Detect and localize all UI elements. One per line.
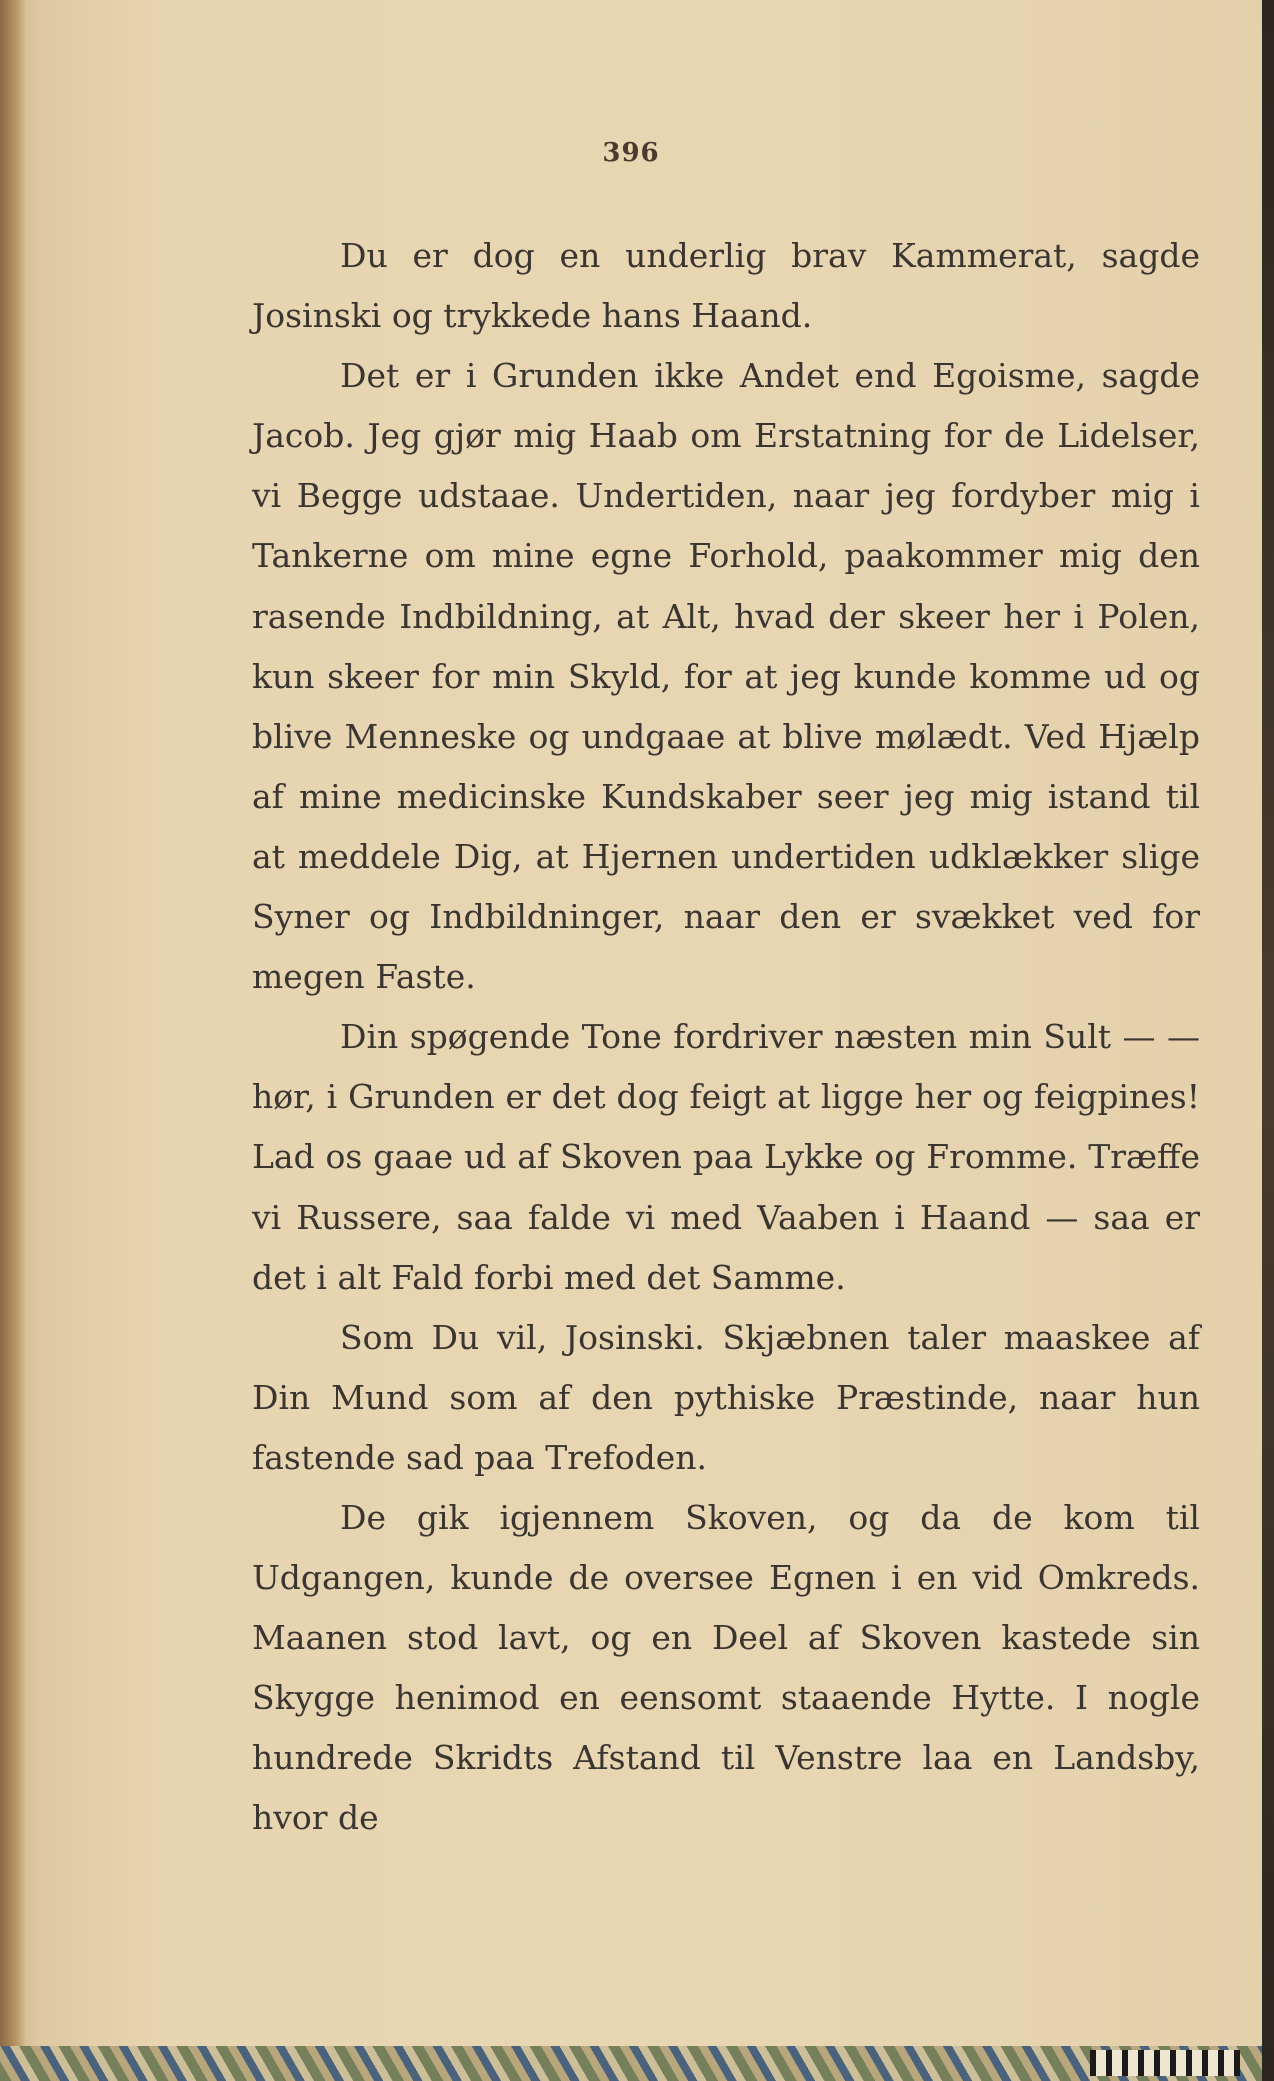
- page-text: [252, 226, 1200, 1849]
- marbled-endpaper: [0, 2046, 1262, 2081]
- page-number: 396: [602, 138, 660, 168]
- book-edge: [1262, 0, 1274, 2081]
- page-gutter: [0, 0, 26, 2046]
- paragraph: Du er dog en underlig brav Kammerat, sagde Josinski og trykkede hans Haand.: [252, 236, 1200, 336]
- binding-stripe: [1090, 2050, 1240, 2076]
- paragraph: De gik igjennem Skoven, og da de kom til Udgangen, kunde de oversee Egnen i en vid Omkreds. Maanen stod lavt, og en Deel af Skoven kastede sin Skygge henimod en eensomt staaende Hytte. I nogle hundrede Skridts Afstand til Venstre laa en Landsby, hvor de: [252, 1497, 1200, 1838]
- paragraph: Som Du vil, Josinski. Skjæbnen taler maaskee af Din Mund som af den pythiske Præstinde, naar hun fastende sad paa Trefoden.: [252, 1317, 1200, 1477]
- paragraph: Det er i Grunden ikke Andet end Egoisme, sagde Jacob. Jeg gjør mig Haab om Erstatning for de Lidelser, vi Begge udstaae. Undertiden, naar jeg fordyber mig i Tankerne om mine egne Forhold, paakommer mig den rasende Indbildning, at Alt, hvad der skeer her i Polen, kun skeer for min Skyld, for at jeg kunde komme ud og blive Menneske og undgaae at blive mølædt. Ved Hjælp af mine medicinske Kundskaber seer jeg mig istand til at meddele Dig, at Hjernen undertiden udklækker slige Syner og Indbildninger, naar den er svækket ved for megen Faste.: [252, 356, 1200, 997]
- paragraph: Din spøgende Tone fordriver næsten min Sult — — hør, i Grunden er det dog feigt at ligge her og feigpines! Lad os gaae ud af Skoven paa Lykke og Fromme. Træffe vi Russere, saa falde vi med Vaaben i Haand — saa er det i alt Fald forbi med det Samme.: [252, 1017, 1200, 1297]
